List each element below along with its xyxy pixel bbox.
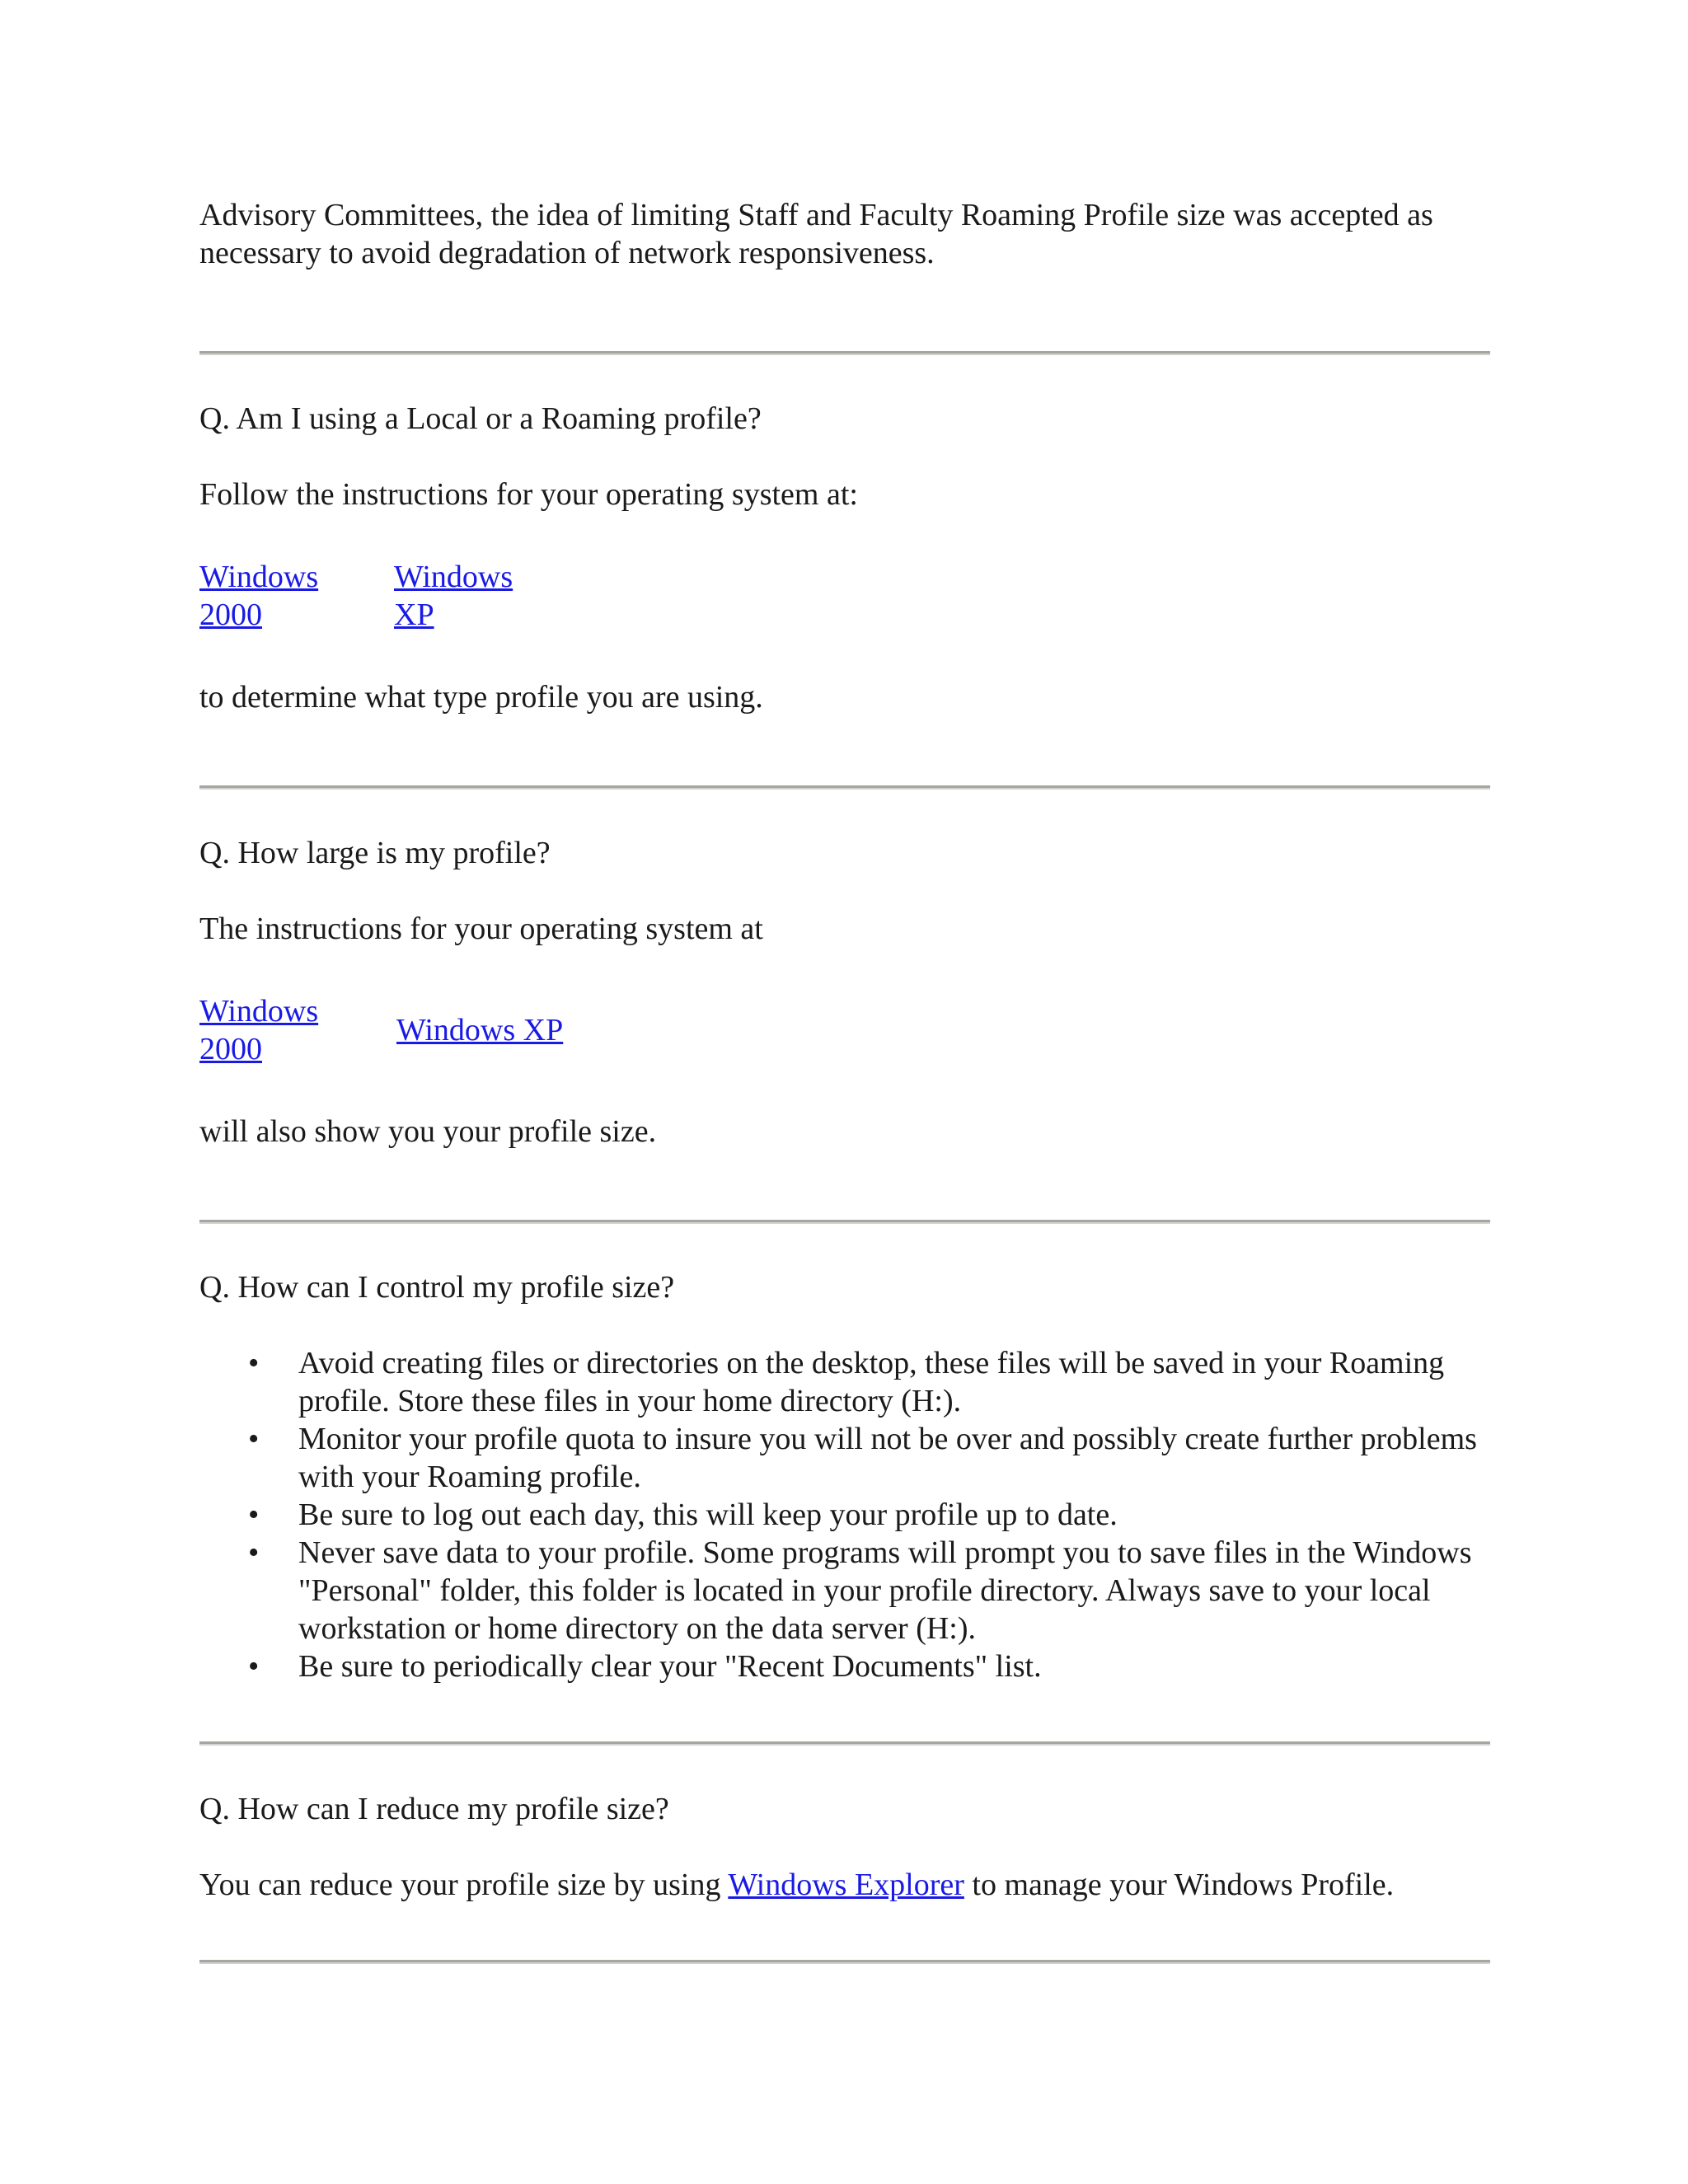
q1-after-text: to determine what type profile you are using. bbox=[199, 680, 763, 715]
link-text-line2: 2000 bbox=[199, 1032, 262, 1066]
link-text-line2: XP bbox=[394, 598, 434, 632]
section-divider bbox=[199, 1960, 1490, 1964]
q4-question: Q. How can I reduce my profile size? bbox=[199, 1792, 669, 1826]
q1-os-links bbox=[199, 558, 1490, 634]
section-divider bbox=[199, 351, 1490, 355]
q1-link-windows-2000[interactable] bbox=[199, 558, 394, 634]
q2-instructions: The instructions for your operating system at bbox=[199, 912, 763, 946]
document-content bbox=[199, 196, 1490, 1964]
q1-link-windows-xp[interactable] bbox=[394, 558, 513, 634]
q2-os-links bbox=[199, 992, 1490, 1068]
q1-instructions: Follow the instructions for your operating system at: bbox=[199, 477, 858, 512]
q2-after-text: will also show you your profile size. bbox=[199, 1114, 657, 1149]
list-item: • Be sure to periodically clear your "Recent Documents" list. bbox=[298, 1647, 1490, 1685]
section-divider bbox=[199, 1741, 1490, 1746]
q2-link-windows-xp[interactable]: Windows XP bbox=[396, 1013, 564, 1047]
q3-question: Q. How can I control my profile size? bbox=[199, 1270, 675, 1305]
link-text-line1: Windows bbox=[394, 560, 513, 594]
intro-paragraph: Advisory Committees, the idea of limiting Staff and Faculty Roaming Profile size was accepted as necessary to avoid degradation of network responsiveness. bbox=[199, 198, 1433, 270]
windows-explorer-link[interactable]: Windows Explorer bbox=[728, 1868, 964, 1902]
link-text-line1: Windows bbox=[199, 560, 319, 594]
q4-answer bbox=[199, 1866, 1490, 1904]
list-item: • Monitor your profile quota to insure you will not be over and possibly create further problems with your Roaming profile. bbox=[298, 1420, 1490, 1496]
q3-tips-list bbox=[199, 1344, 1490, 1685]
list-item: • Avoid creating files or directories on the desktop, these files will be saved in your Roaming profile. Store these files in your home directory (H:). bbox=[298, 1344, 1490, 1420]
q2-question: Q. How large is my profile? bbox=[199, 836, 551, 870]
link-text-line1: Windows bbox=[199, 994, 319, 1029]
list-item: • Never save data to your profile. Some programs will prompt you to save files in the Windows "Personal" folder, this folder is located in your profile directory. Always save to your local workstation or home directory on the data server (H:). bbox=[298, 1534, 1490, 1647]
q2-link-windows-2000[interactable] bbox=[199, 992, 396, 1068]
q4-answer-text-after: to manage your Windows Profile. bbox=[964, 1868, 1395, 1902]
link-text-line2: 2000 bbox=[199, 598, 262, 632]
section-divider bbox=[199, 785, 1490, 790]
q4-answer-text-before: You can reduce your profile size by using bbox=[199, 1868, 729, 1902]
q1-question: Q. Am I using a Local or a Roaming profile? bbox=[199, 401, 762, 436]
section-divider bbox=[199, 1220, 1490, 1224]
list-item: • Be sure to log out each day, this will keep your profile up to date. bbox=[298, 1496, 1490, 1534]
